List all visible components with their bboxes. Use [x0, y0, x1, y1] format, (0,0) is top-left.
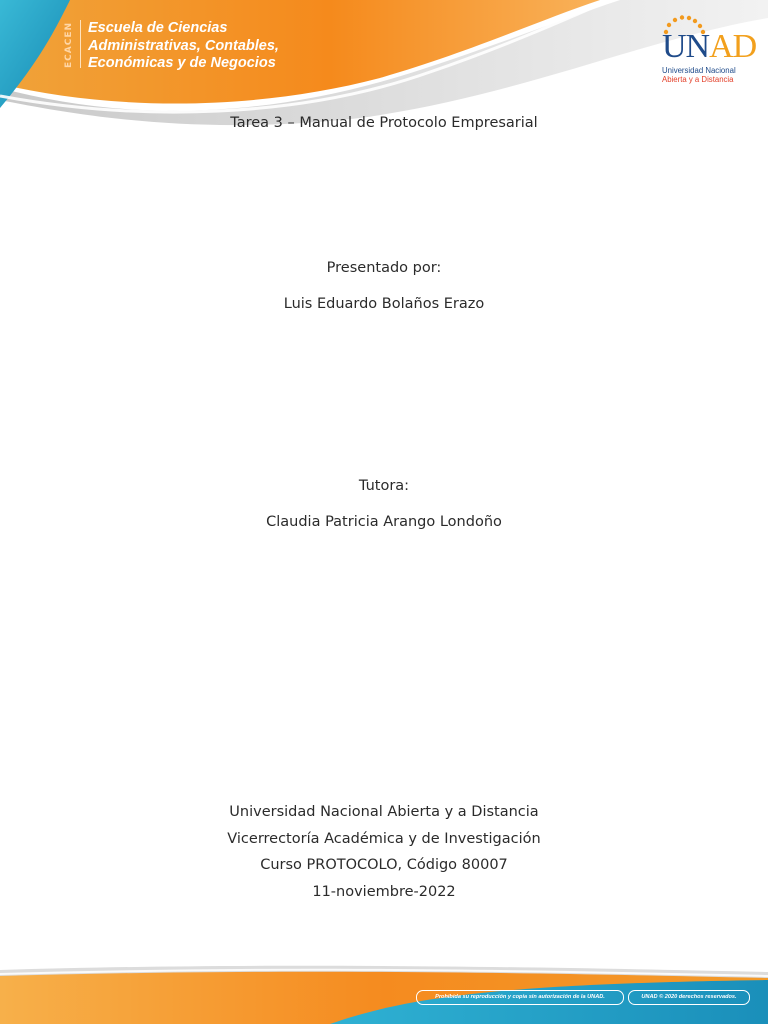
date-line: 11-noviembre-2022 [312, 884, 456, 900]
institution-name: Universidad Nacional Abierta y a Distancia [229, 804, 539, 820]
header-divider [80, 20, 81, 68]
school-name [88, 20, 279, 73]
tutor-name: Claudia Patricia Arango Londoño [266, 514, 502, 530]
footer-notice: Prohibida su reproducción y copia sin autorización de la UNAD. [416, 990, 624, 1005]
author-name: Luis Eduardo Bolaños Erazo [283, 296, 485, 312]
school-line-1: Escuela de Ciencias [88, 20, 228, 36]
document-title: Tarea 3 – Manual de Protocolo Empresarial [230, 115, 538, 131]
presented-label: Presentado por: [326, 260, 442, 276]
tutor-label: Tutora: [358, 478, 410, 494]
unad-logo [660, 14, 757, 84]
ecacen-tag: ECACEN [64, 21, 74, 68]
logo-wordmark: UNAD [662, 28, 757, 65]
school-line-3: Económicas y de Negocios [88, 55, 276, 71]
course-line: Curso PROTOCOLO, Código 80007 [260, 857, 508, 873]
header-banner [0, 0, 768, 130]
footer-banner [0, 960, 768, 1024]
school-line-2: Administrativas, Contables, [88, 37, 279, 54]
vicerrectoria-line: Vicerrectoría Académica y de Investigación [227, 831, 541, 847]
logo-subtitle: Universidad Nacional Abierta y a Distancia [662, 66, 736, 84]
footer-copyright: UNAD © 2020 derechos reservados. [628, 990, 750, 1005]
